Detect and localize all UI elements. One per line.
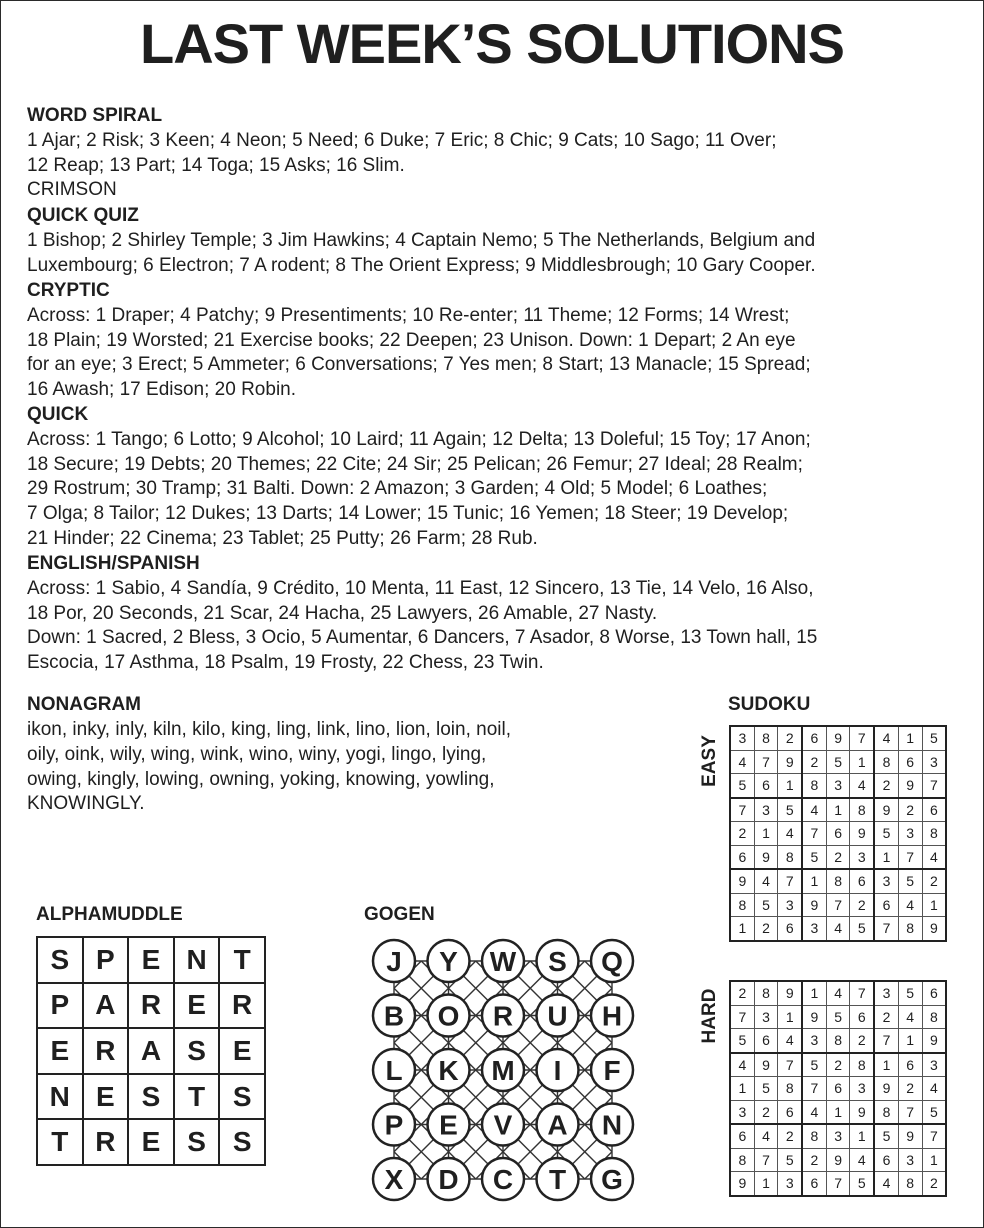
gogen-letter: E: [439, 1109, 458, 1141]
sudoku-easy-cell: 7: [826, 893, 850, 917]
sudoku-hard-cell: 9: [898, 1124, 922, 1148]
sudoku-easy-cell: 2: [850, 893, 874, 917]
sudoku-easy-cell: 7: [802, 822, 826, 846]
nonagram-heading: NONAGRAM: [27, 694, 141, 715]
section-line: 7 Olga; 8 Tailor; 12 Dukes; 13 Darts; 14 Lower; 15 Tunic; 16 Yemen; 18 Steer; 19 Develop;: [27, 503, 789, 525]
sudoku-hard-cell: 3: [730, 1100, 754, 1124]
sudoku-hard-cell: 7: [898, 1100, 922, 1124]
alphamuddle-cell: E: [219, 1028, 265, 1074]
section-line: Across: 1 Tango; 6 Lotto; 9 Alcohol; 10 Laird; 11 Again; 12 Delta; 13 Doleful; 15 Toy; 17 Anon;: [27, 428, 811, 450]
sudoku-easy-cell: 2: [754, 917, 778, 941]
alphamuddle-grid: [36, 936, 266, 1166]
sudoku-easy-label: EASY: [699, 735, 720, 787]
alphamuddle-cell: E: [128, 937, 174, 983]
sudoku-easy-cell: 1: [874, 845, 898, 869]
sudoku-hard-cell: 5: [802, 1053, 826, 1077]
alphamuddle-cell: R: [219, 983, 265, 1029]
alphamuddle-cell: A: [83, 983, 129, 1029]
alphamuddle-cell: A: [128, 1028, 174, 1074]
alphamuddle-cell: R: [83, 1028, 129, 1074]
sudoku-hard-cell: 1: [802, 981, 826, 1005]
section-line: 21 Hinder; 22 Cinema; 23 Tablet; 25 Putty; 26 Farm; 28 Rub.: [27, 527, 538, 549]
sudoku-easy-cell: 5: [802, 845, 826, 869]
alphamuddle-cell: S: [128, 1074, 174, 1120]
sudoku-easy-cell: 8: [730, 893, 754, 917]
sudoku-easy-cell: 3: [922, 750, 946, 774]
sudoku-hard-grid: [729, 980, 947, 1197]
section-line: Escocia, 17 Asthma, 18 Psalm, 19 Frosty, 22 Chess, 23 Twin.: [27, 652, 544, 674]
sudoku-hard-cell: 7: [778, 1053, 802, 1077]
alphamuddle-cell: T: [37, 1119, 83, 1165]
sudoku-easy-cell: 7: [730, 798, 754, 822]
sudoku-easy-cell: 8: [826, 869, 850, 893]
gogen-letter: P: [384, 1109, 404, 1141]
sudoku-hard-cell: 3: [922, 1053, 946, 1077]
alphamuddle-cell: S: [219, 1119, 265, 1165]
sudoku-hard-cell: 6: [898, 1053, 922, 1077]
sudoku-hard-cell: 4: [802, 1100, 826, 1124]
sudoku-hard-cell: 4: [778, 1029, 802, 1053]
alphamuddle-cell: N: [37, 1074, 83, 1120]
sudoku-easy-cell: 6: [754, 774, 778, 798]
sudoku-hard-cell: 5: [922, 1100, 946, 1124]
nonagram-line: ikon, inky, inly, kiln, kilo, king, ling, link, lino, lion, loin, noil,: [27, 719, 512, 740]
sudoku-easy-cell: 1: [754, 822, 778, 846]
sudoku-easy-cell: 1: [802, 869, 826, 893]
sudoku-easy-cell: 2: [826, 845, 850, 869]
section-line: Luxembourg; 6 Electron; 7 A rodent; 8 The Orient Express; 9 Middlesbrough; 10 Gary Cooper.: [27, 254, 816, 276]
sudoku-hard-cell: 2: [826, 1053, 850, 1077]
sudoku-hard-cell: 6: [778, 1100, 802, 1124]
sudoku-hard-cell: 5: [874, 1124, 898, 1148]
sudoku-hard-cell: 5: [754, 1077, 778, 1101]
sudoku-easy-cell: 5: [826, 750, 850, 774]
section-heading: CRYPTIC: [27, 280, 110, 301]
gogen-letter: N: [601, 1109, 623, 1141]
alphamuddle-cell: P: [83, 937, 129, 983]
sudoku-hard-cell: 4: [922, 1077, 946, 1101]
sudoku-easy-cell: 2: [874, 774, 898, 798]
sudoku-easy-cell: 4: [754, 869, 778, 893]
section-line: 12 Reap; 13 Part; 14 Toga; 15 Asks; 16 Slim.: [27, 154, 405, 176]
sudoku-easy-cell: 9: [826, 726, 850, 750]
sudoku-easy-cell: 6: [826, 822, 850, 846]
sudoku-easy-cell: 4: [730, 750, 754, 774]
sudoku-easy-cell: 4: [778, 822, 802, 846]
sudoku-hard-cell: 4: [754, 1124, 778, 1148]
sudoku-hard-cell: 4: [730, 1053, 754, 1077]
gogen-letter: O: [437, 1000, 460, 1032]
sudoku-hard-cell: 7: [730, 1005, 754, 1029]
nonagram-line: owing, kingly, lowing, owning, yoking, knowing, yowling,: [27, 768, 495, 790]
sudoku-hard-cell: 1: [754, 1172, 778, 1196]
sudoku-hard-cell: 2: [778, 1124, 802, 1148]
sudoku-hard-cell: 8: [850, 1053, 874, 1077]
sudoku-hard-cell: 8: [898, 1172, 922, 1196]
section-quick-quiz: [27, 204, 962, 278]
sudoku-hard-cell: 5: [730, 1029, 754, 1053]
gogen-letter: F: [603, 1055, 621, 1086]
sudoku-hard-cell: 1: [850, 1124, 874, 1148]
sudoku-hard-cell: 1: [922, 1148, 946, 1172]
sudoku-hard-cell: 7: [802, 1077, 826, 1101]
sudoku-easy-cell: 2: [802, 750, 826, 774]
gogen-heading: GOGEN: [364, 904, 435, 925]
sudoku-hard-cell: 1: [898, 1029, 922, 1053]
sudoku-easy-cell: 8: [922, 822, 946, 846]
section-heading: WORD SPIRAL: [27, 105, 163, 126]
sudoku-easy-cell: 3: [778, 893, 802, 917]
alphamuddle-cell: T: [174, 1074, 220, 1120]
sudoku-hard-cell: 9: [730, 1172, 754, 1196]
sudoku-hard-cell: 7: [850, 981, 874, 1005]
sudoku-hard-cell: 3: [874, 981, 898, 1005]
sudoku-easy-cell: 4: [874, 726, 898, 750]
sudoku-hard-cell: 1: [730, 1077, 754, 1101]
gogen-letter: L: [385, 1055, 403, 1086]
sudoku-hard-cell: 1: [778, 1005, 802, 1029]
section-line: 1 Ajar; 2 Risk; 3 Keen; 4 Neon; 5 Need; 6 Duke; 7 Eric; 8 Chic; 9 Cats; 10 Sago; 11 Over;: [27, 129, 777, 151]
sudoku-hard-cell: 3: [754, 1005, 778, 1029]
sudoku-easy-cell: 3: [826, 774, 850, 798]
section-line: 18 Secure; 19 Debts; 20 Themes; 22 Cite; 24 Sir; 25 Pelican; 26 Femur; 27 Ideal; 28 Realm;: [27, 453, 803, 475]
alphamuddle-cell: E: [174, 983, 220, 1029]
gogen-letter: D: [438, 1164, 459, 1195]
alphamuddle-cell: E: [37, 1028, 83, 1074]
gogen-letter: M: [491, 1055, 515, 1086]
sudoku-easy-cell: 4: [898, 893, 922, 917]
sudoku-easy-cell: 2: [922, 869, 946, 893]
sudoku-hard-cell: 9: [874, 1077, 898, 1101]
sudoku-easy-cell: 1: [730, 917, 754, 941]
gogen-letter: U: [547, 1000, 568, 1032]
sudoku-hard-cell: 4: [826, 981, 850, 1005]
sudoku-easy-cell: 1: [826, 798, 850, 822]
sudoku-hard-cell: 7: [874, 1029, 898, 1053]
alphamuddle-cell: S: [37, 937, 83, 983]
sudoku-easy-cell: 2: [730, 822, 754, 846]
sudoku-hard-cell: 5: [850, 1172, 874, 1196]
sudoku-hard-cell: 1: [826, 1100, 850, 1124]
sudoku-hard-cell: 2: [874, 1005, 898, 1029]
alphamuddle-cell: E: [128, 1119, 174, 1165]
sudoku-hard-cell: 4: [874, 1172, 898, 1196]
sudoku-hard-cell: 8: [922, 1005, 946, 1029]
alphamuddle-cell: R: [128, 983, 174, 1029]
section-line: CRIMSON: [27, 179, 117, 201]
sudoku-easy-cell: 7: [874, 917, 898, 941]
sudoku-easy-cell: 5: [730, 774, 754, 798]
sudoku-easy-cell: 3: [754, 798, 778, 822]
nonagram-line: KNOWINGLY.: [27, 793, 145, 815]
gogen-letter: A: [547, 1109, 568, 1141]
sudoku-easy-cell: 5: [850, 917, 874, 941]
sudoku-hard-cell: 7: [826, 1172, 850, 1196]
sudoku-easy-cell: 9: [778, 750, 802, 774]
sudoku-easy-cell: 3: [898, 822, 922, 846]
gogen-letter: B: [383, 1000, 405, 1032]
sudoku-hard-cell: 3: [802, 1029, 826, 1053]
sudoku-hard-cell: 9: [922, 1029, 946, 1053]
gogen-letter: I: [553, 1055, 562, 1086]
sudoku-hard-cell: 9: [802, 1005, 826, 1029]
section-line: 18 Por, 20 Seconds, 21 Scar, 24 Hacha, 25 Lawyers, 26 Amable, 27 Nasty.: [27, 602, 658, 624]
sudoku-hard-cell: 8: [874, 1100, 898, 1124]
sudoku-hard-cell: 9: [850, 1100, 874, 1124]
sudoku-hard-cell: 3: [778, 1172, 802, 1196]
gogen-letter: C: [492, 1164, 514, 1195]
sudoku-easy-cell: 8: [754, 726, 778, 750]
sudoku-hard-cell: 7: [754, 1148, 778, 1172]
sudoku-hard-cell: 5: [826, 1005, 850, 1029]
sudoku-easy-cell: 1: [922, 893, 946, 917]
gogen-letter: R: [492, 1000, 514, 1032]
section-line: 1 Bishop; 2 Shirley Temple; 3 Jim Hawkins; 4 Captain Nemo; 5 The Netherlands, Belgium and: [27, 229, 816, 251]
sudoku-hard-cell: 2: [850, 1029, 874, 1053]
section-quick: [27, 403, 962, 552]
sudoku-easy-cell: 2: [898, 798, 922, 822]
section-word-spiral: [27, 104, 962, 203]
gogen-letter: T: [548, 1164, 567, 1195]
gogen-letter: G: [601, 1164, 623, 1195]
section-english-spanish: [27, 552, 962, 676]
sudoku-easy-cell: 6: [898, 750, 922, 774]
sudoku-easy-cell: 7: [754, 750, 778, 774]
sudoku-easy-cell: 2: [778, 726, 802, 750]
gogen-letter: H: [601, 1000, 623, 1032]
sudoku-easy-cell: 7: [898, 845, 922, 869]
sudoku-easy-cell: 6: [730, 845, 754, 869]
sudoku-easy-cell: 5: [898, 869, 922, 893]
sudoku-hard-cell: 7: [922, 1124, 946, 1148]
sudoku-easy-cell: 8: [802, 774, 826, 798]
sudoku-easy-cell: 3: [874, 869, 898, 893]
sudoku-easy-cell: 5: [778, 798, 802, 822]
sudoku-hard-cell: 6: [730, 1124, 754, 1148]
sudoku-easy-cell: 7: [922, 774, 946, 798]
sudoku-easy-cell: 8: [778, 845, 802, 869]
sudoku-easy-cell: 3: [802, 917, 826, 941]
sudoku-easy-cell: 4: [802, 798, 826, 822]
sudoku-easy-cell: 9: [898, 774, 922, 798]
sudoku-easy-cell: 7: [850, 726, 874, 750]
gogen-letter: X: [384, 1164, 404, 1195]
gogen-grid: [358, 932, 638, 1222]
section-line: for an eye; 3 Erect; 5 Ammeter; 6 Conversations; 7 Yes men; 8 Start; 13 Manacle; 15 Spread;: [27, 354, 811, 376]
sudoku-easy-cell: 6: [874, 893, 898, 917]
sudoku-easy-grid: [729, 725, 947, 942]
sudoku-hard-cell: 3: [898, 1148, 922, 1172]
alphamuddle-cell: N: [174, 937, 220, 983]
sudoku-hard-cell: 2: [754, 1100, 778, 1124]
sudoku-easy-cell: 9: [922, 917, 946, 941]
sudoku-hard-cell: 1: [874, 1053, 898, 1077]
sudoku-hard-cell: 9: [826, 1148, 850, 1172]
sudoku-hard-cell: 9: [754, 1053, 778, 1077]
sudoku-hard-cell: 6: [826, 1077, 850, 1101]
alphamuddle-cell: S: [174, 1119, 220, 1165]
gogen-letter: K: [438, 1055, 459, 1086]
sudoku-hard-cell: 9: [778, 981, 802, 1005]
sudoku-hard-cell: 8: [730, 1148, 754, 1172]
gogen-letter: Q: [601, 946, 623, 977]
sudoku-hard-cell: 8: [778, 1077, 802, 1101]
sudoku-hard-cell: 6: [874, 1148, 898, 1172]
sudoku-easy-cell: 1: [778, 774, 802, 798]
section-line: 29 Rostrum; 30 Tramp; 31 Balti. Down: 2 Amazon; 3 Garden; 4 Old; 5 Model; 6 Loathes;: [27, 478, 768, 500]
sudoku-easy-cell: 8: [898, 917, 922, 941]
sudoku-easy-cell: 3: [850, 845, 874, 869]
sudoku-hard-cell: 6: [754, 1029, 778, 1053]
section-line: Across: 1 Draper; 4 Patchy; 9 Presentiments; 10 Re-enter; 11 Theme; 12 Forms; 14 Wrest;: [27, 304, 790, 326]
section-line: 16 Awash; 17 Edison; 20 Robin.: [27, 379, 297, 401]
sudoku-easy-cell: 4: [826, 917, 850, 941]
alphamuddle-cell: P: [37, 983, 83, 1029]
sudoku-hard-cell: 4: [850, 1148, 874, 1172]
alphamuddle-cell: R: [83, 1119, 129, 1165]
sudoku-easy-cell: 9: [874, 798, 898, 822]
sudoku-hard-cell: 5: [898, 981, 922, 1005]
sudoku-hard-cell: 8: [802, 1124, 826, 1148]
section-cryptic: [27, 279, 962, 403]
sudoku-hard-cell: 2: [802, 1148, 826, 1172]
alphamuddle-cell: E: [83, 1074, 129, 1120]
sudoku-heading: SUDOKU: [728, 694, 811, 715]
sudoku-hard-cell: 3: [850, 1077, 874, 1101]
sudoku-easy-cell: 3: [730, 726, 754, 750]
section-heading: QUICK: [27, 404, 89, 425]
sudoku-easy-cell: 6: [850, 869, 874, 893]
sudoku-hard-cell: 6: [802, 1172, 826, 1196]
gogen-letter: Y: [439, 946, 458, 977]
sudoku-easy-cell: 9: [730, 869, 754, 893]
sudoku-easy-cell: 7: [778, 869, 802, 893]
alphamuddle-cell: S: [174, 1028, 220, 1074]
sudoku-easy-cell: 9: [802, 893, 826, 917]
sudoku-hard-cell: 2: [922, 1172, 946, 1196]
section-line: Down: 1 Sacred, 2 Bless, 3 Ocio, 5 Aumentar, 6 Dancers, 7 Asador, 8 Worse, 13 Town hall, 15: [27, 627, 818, 649]
sudoku-hard-cell: 2: [898, 1077, 922, 1101]
sudoku-easy-cell: 6: [778, 917, 802, 941]
sudoku-hard-cell: 8: [826, 1029, 850, 1053]
sudoku-easy-cell: 1: [850, 750, 874, 774]
section-heading: QUICK QUIZ: [27, 205, 139, 226]
sudoku-easy-cell: 9: [754, 845, 778, 869]
section-line: 18 Plain; 19 Worsted; 21 Exercise books; 22 Deepen; 23 Unison. Down: 1 Depart; 2 An eye: [27, 329, 796, 351]
sudoku-hard-cell: 6: [922, 981, 946, 1005]
section-line: Across: 1 Sabio, 4 Sandía, 9 Crédito, 10 Menta, 11 East, 12 Sincero, 13 Tie, 14 Velo, 16 Also,: [27, 577, 814, 599]
sudoku-easy-cell: 4: [922, 845, 946, 869]
alphamuddle-cell: T: [219, 937, 265, 983]
sudoku-easy-cell: 6: [802, 726, 826, 750]
gogen-letter: J: [386, 946, 402, 977]
gogen-letter: V: [493, 1109, 513, 1141]
sudoku-hard-cell: 8: [754, 981, 778, 1005]
gogen-letter: S: [548, 946, 567, 977]
sudoku-hard-label: HARD: [699, 988, 720, 1044]
gogen-letter: W: [489, 946, 517, 977]
sudoku-easy-cell: 5: [874, 822, 898, 846]
sudoku-hard-cell: 5: [778, 1148, 802, 1172]
alphamuddle-heading: ALPHAMUDDLE: [36, 904, 183, 925]
sudoku-easy-cell: 9: [850, 822, 874, 846]
sudoku-easy-cell: 8: [850, 798, 874, 822]
sudoku-easy-cell: 8: [874, 750, 898, 774]
page-title: LAST WEEK’S SOLUTIONS: [140, 12, 844, 75]
sudoku-easy-cell: 4: [850, 774, 874, 798]
sudoku-easy-cell: 6: [922, 798, 946, 822]
nonagram-line: oily, oink, wily, wing, wink, wino, winy, yogi, lingo, lying,: [27, 743, 487, 765]
sudoku-hard-cell: 6: [850, 1005, 874, 1029]
sudoku-hard-cell: 4: [898, 1005, 922, 1029]
sudoku-easy-cell: 5: [754, 893, 778, 917]
alphamuddle-cell: S: [219, 1074, 265, 1120]
sudoku-easy-cell: 5: [922, 726, 946, 750]
section-heading: ENGLISH/SPANISH: [27, 553, 200, 574]
sudoku-hard-cell: 3: [826, 1124, 850, 1148]
sudoku-hard-cell: 2: [730, 981, 754, 1005]
sudoku-easy-cell: 1: [898, 726, 922, 750]
